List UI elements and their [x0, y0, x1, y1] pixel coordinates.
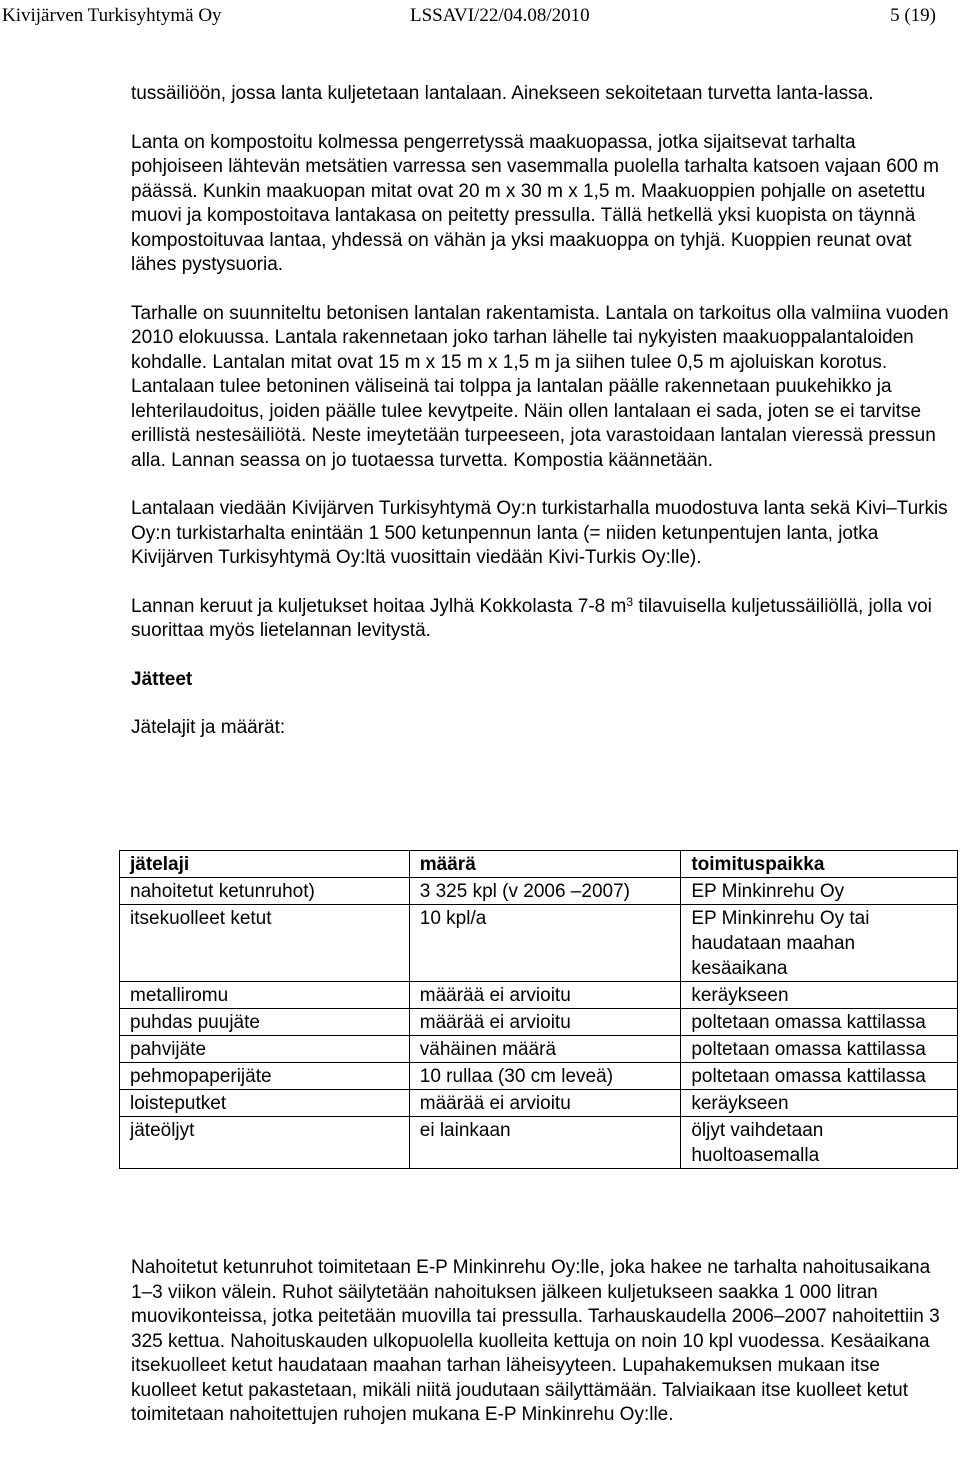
cell-waste-type: pahvijäte: [120, 1036, 410, 1063]
document-reference: LSSAVI/22/04.08/2010: [410, 5, 590, 26]
cell-waste-type: metalliromu: [120, 982, 410, 1009]
cell-destination: poltetaan omassa kattilassa: [681, 1036, 958, 1063]
paragraph-compost-pits: Lanta on kompostoitu kolmessa pengerretyssä maakuopassa, jotka sijaitsevat tarhalta pohjoiseen lähtevän metsätien varressa sen vasemmalla puolella tarhalta katsoen vajaan 600 m päässä. Kunkin maakuopan mitat ovat 20 m x 30 m x 1,5 m. Maakuoppien pohjalle on asetettu muovi ja kompostoitava lantakasa on peitetty pressulla. Tällä hetkellä yksi kuopista on täynnä kompostoituvaa lantaa, yhdessä on vähän ja yksi maakuoppa on tyhjä. Kuoppien reunat ovat lähes pystysuoria.: [131, 131, 939, 275]
paragraph-manure-collection: [131, 595, 949, 644]
column-header-amount: määrä: [409, 851, 681, 878]
page-header: [0, 0, 960, 40]
table-row: [120, 905, 958, 982]
cell-waste-type: puhdas puujäte: [120, 1009, 410, 1036]
cell-destination: EP Minkinrehu Oy tai haudataan maahan kesäaikana: [681, 905, 958, 982]
cell-amount: määrää ei arvioitu: [409, 982, 681, 1009]
table-row: [120, 1090, 958, 1117]
column-header-waste-type: jätelaji: [120, 851, 410, 878]
cell-destination: öljyt vaihdetaan huoltoasemalla: [681, 1117, 958, 1169]
table-row: [120, 1117, 958, 1169]
cell-amount: 10 kpl/a: [409, 905, 681, 982]
cell-destination: EP Minkinrehu Oy: [681, 878, 958, 905]
column-header-destination: toimituspaikka: [681, 851, 958, 878]
cell-destination: poltetaan omassa kattilassa: [681, 1009, 958, 1036]
paragraph-carcass-handling: Nahoitetut ketunruhot toimitetaan E-P Minkinrehu Oy:lle, joka hakee ne tarhalta nahoitusaikana 1–3 viikon välein. Ruhot säilytetään nahoituksen jälkeen kuljetukseen saakka 1 000 litran muovikonteissa, jotka peitetään muovilla tai pressulla. Tarhauskaudella 2006–2007 nahoitettiin 3 325 kettua. Nahoituskauden ulkopuolella kuolleita kettuja on noin 10 kpl vuodessa. Kesäaikana itsekuolleet ketut haudataan maahan tarhan läheisyyteen. Lupahakemuksen mukaan itse kuolleet ketut pakastetaan, mikäli niitä joudutaan säilyttämään. Talviaikaan itse kuolleet ketut toimitetaan nahoitettujen ruhojen mukana E-P Minkinrehu Oy:lle.: [131, 1257, 940, 1425]
cell-waste-type: pehmopaperijäte: [120, 1063, 410, 1090]
collection-text-start: Lannan keruut ja kuljetukset hoitaa Jylhä Kokkolasta 7-8 m: [131, 595, 627, 617]
cell-amount: määrää ei arvioitu: [409, 1090, 681, 1117]
cell-destination: keräykseen: [681, 1090, 958, 1117]
cell-destination: keräykseen: [681, 982, 958, 1009]
paragraph-manure-transport: tussäiliöön, jossa lanta kuljetetaan lantalaan. Ainekseen sekoitetaan turvetta lanta-lassa.: [131, 83, 874, 104]
table-row: [120, 1063, 958, 1090]
collection-text-end: tilavuisella kuljetussäiliöllä, jolla voi suorittaa myös lietelannan levitystä.: [131, 595, 932, 641]
table-row: [120, 878, 958, 905]
cell-amount: vähäinen määrä: [409, 1036, 681, 1063]
page-number: 5 (19): [890, 5, 936, 26]
document-body: [131, 82, 949, 741]
cell-amount: ei lainkaan: [409, 1117, 681, 1169]
company-name: Kivijärven Turkisyhtymä Oy: [2, 5, 222, 26]
waste-table: [119, 850, 958, 1169]
cell-amount: määrää ei arvioitu: [409, 1009, 681, 1036]
cell-waste-type: jäteöljyt: [120, 1117, 410, 1169]
paragraph-planned-manure-storage: Tarhalle on suunniteltu betonisen lantalan rakentamista. Lantala on tarkoitus olla valmiina vuoden 2010 elokuussa. Lantala rakennetaan joko tarhan lähelle tai nykyisten maakuoppalantaloiden kohdalle. Lantalan mitat ovat 15 m x 15 m x 1,5 m ja siihen tulee 0,5 m ajoluiskan korotus. Lantalaan tulee betoninen väliseinä tai tolppa ja lantalan päälle rakennetaan puukehikko ja lehterilaudoitus, joiden päälle tulee kevytpeite. Näin ollen lantalaan ei sada, joten se ei tarvitse erillistä nestesäiliötä. Neste imeytetään turpeeseen, jota varastoidaan lantalan vieressä pressun alla. Lannan seassa on jo tuotaessa turvetta. Kompostia käännetään.: [131, 302, 949, 471]
waste-table-intro: Jätelajit ja määrät:: [131, 717, 286, 738]
cell-waste-type: itsekuolleet ketut: [120, 905, 410, 982]
cell-amount: 3 325 kpl (v 2006 –2007): [409, 878, 681, 905]
table-header-row: [120, 851, 958, 878]
cell-waste-type: nahoitetut ketunruhot): [120, 878, 410, 905]
cell-destination: poltetaan omassa kattilassa: [681, 1063, 958, 1090]
cell-waste-type: loisteputket: [120, 1090, 410, 1117]
table-row: [120, 1036, 958, 1063]
cubic-superscript: 3: [626, 594, 634, 609]
cell-amount: 10 rullaa (30 cm leveä): [409, 1063, 681, 1090]
table-row: [120, 982, 958, 1009]
paragraph-manure-sources: Lantalaan viedään Kivijärven Turkisyhtymä Oy:n turkistarhalla muodostuva lanta sekä Kivi–Turkis Oy:n turkistarhalta enintään 1 500 ketunpennun lanta (= niiden ketunpentujen lanta, jotka Kivijärven Turkisyhtymä Oy:ltä vuosittain viedään Kivi-Turkis Oy:lle).: [131, 498, 948, 568]
table-row: [120, 1009, 958, 1036]
section-heading-waste: Jätteet: [131, 668, 193, 690]
